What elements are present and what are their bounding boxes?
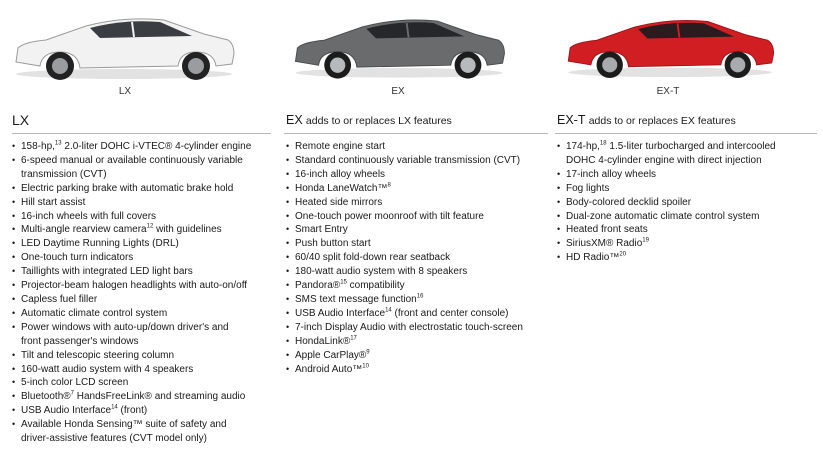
feature-text: 174-hp,: [566, 141, 600, 152]
column-ex-t: [555, 0, 823, 265]
feature-item: [286, 154, 552, 168]
feature-text: HD Radio™: [566, 252, 620, 264]
feature-item: [12, 418, 275, 432]
feature-text: SiriusXM® Radio: [566, 238, 643, 250]
feature-text: driver-assistive features (CVT model only): [21, 433, 207, 445]
feature-item: [557, 168, 823, 182]
feature-item: [12, 307, 275, 321]
column-heading: [284, 113, 552, 128]
feature-item: [12, 223, 275, 237]
car-ex-t-icon: [557, 4, 783, 88]
feature-text: SMS text message function: [295, 293, 417, 305]
feature-text: front passenger's windows: [21, 335, 139, 347]
feature-item: [557, 251, 823, 265]
car-image-ex-t: [555, 0, 823, 86]
feature-item: [557, 140, 823, 154]
feature-text: Hill start assist: [21, 196, 86, 208]
feature-item: [12, 432, 275, 446]
feature-list: [0, 140, 275, 446]
divider: [284, 133, 548, 134]
feature-text: Tilt and telescopic steering column: [21, 349, 175, 361]
footnote-ref: 14: [111, 404, 118, 411]
feature-item: [12, 279, 275, 293]
feature-text: Fog lights: [566, 182, 610, 194]
feature-text: Power windows with auto-up/down driver's and: [21, 321, 229, 333]
feature-item: [12, 182, 275, 196]
feature-item: [286, 307, 552, 321]
column-ex: [284, 0, 552, 376]
feature-text: Electric parking brake with automatic brake hold: [21, 182, 234, 194]
feature-item: [12, 265, 275, 279]
feature-text: Dual-zone automatic climate control system: [566, 210, 760, 222]
feature-item: [286, 335, 552, 349]
feature-item: [12, 404, 275, 418]
footnote-ref: 20: [619, 251, 627, 258]
feature-text: USB Audio Interface: [21, 405, 112, 417]
footnote-ref: 10: [362, 363, 369, 370]
feature-item: [557, 182, 823, 196]
footnote-ref: 14: [385, 307, 392, 314]
feature-text: Remote engine start: [295, 141, 386, 152]
feature-text: HondaLink®: [295, 335, 351, 347]
feature-text-rest: 1.5-liter turbocharged and intercooled: [606, 141, 776, 152]
feature-text-rest: HandsFreeLink® and streaming audio: [73, 391, 246, 403]
feature-item: [12, 168, 275, 182]
feature-text: Taillights with integrated LED light bars: [21, 266, 193, 278]
feature-item: [286, 251, 552, 265]
feature-item: [557, 196, 823, 210]
heading-model: EX-T: [557, 113, 586, 127]
footnote-ref: 9: [366, 349, 370, 356]
footnote-ref: 16: [416, 293, 424, 300]
feature-text: Standard continuously variable transmission (CVT): [295, 154, 521, 166]
feature-list: [284, 140, 552, 376]
feature-text: DOHC 4-cylinder engine with direct injection: [566, 154, 762, 166]
feature-item: [12, 390, 275, 404]
column-heading: [0, 113, 275, 128]
feature-item: [557, 154, 823, 168]
feature-item: [12, 321, 275, 335]
feature-item: [12, 293, 275, 307]
column-lx: [0, 0, 275, 446]
feature-item: [286, 237, 552, 251]
feature-text-rest: 2.0-liter DOHC i-VTEC® 4-cylinder engine: [61, 141, 252, 152]
feature-text: One-touch turn indicators: [21, 252, 134, 264]
feature-text: Android Auto™: [295, 363, 363, 375]
footnote-ref: 17: [350, 335, 357, 342]
feature-text: 7-inch Display Audio with electrostatic touch-screen: [295, 321, 523, 333]
car-ex-icon: [284, 4, 514, 88]
feature-item: [12, 363, 275, 377]
heading-suffix: adds to or replaces LX features: [305, 115, 452, 127]
feature-item: [12, 237, 275, 251]
divider: [555, 133, 817, 134]
footnote-ref: 12: [146, 224, 154, 231]
model-label: EX: [391, 86, 405, 97]
feature-text: Honda LaneWatch™: [295, 182, 388, 194]
feature-text: Capless fuel filler: [21, 293, 98, 305]
footnote-ref: 13: [54, 140, 62, 147]
feature-item: [286, 223, 552, 237]
feature-item: [12, 335, 275, 349]
feature-item: [12, 154, 275, 168]
feature-item: [286, 279, 552, 293]
car-image-lx: [0, 0, 275, 86]
feature-item: [286, 363, 552, 377]
feature-text: transmission (CVT): [21, 168, 107, 180]
feature-text: 17-inch alloy wheels: [566, 168, 657, 180]
car-image-ex: [284, 0, 552, 86]
footnote-ref: 19: [642, 238, 649, 245]
feature-item: [12, 251, 275, 265]
footnote-ref: 15: [340, 279, 347, 286]
feature-text: Multi-angle rearview camera: [21, 224, 147, 236]
feature-text-rest: compatibility: [346, 280, 405, 292]
feature-item: [286, 140, 552, 154]
feature-text: 180-watt audio system with 8 speakers: [295, 266, 468, 278]
feature-text: Heated side mirrors: [295, 196, 383, 208]
feature-item: [286, 210, 552, 224]
feature-item: [557, 223, 823, 237]
feature-text: 160-watt audio system with 4 speakers: [21, 363, 194, 375]
feature-text: One-touch power moonroof with tilt feature: [295, 210, 484, 222]
feature-item: [286, 349, 552, 363]
feature-item: [12, 140, 275, 154]
feature-item: [286, 321, 552, 335]
feature-item: [286, 293, 552, 307]
footnote-ref: 7: [70, 390, 74, 397]
feature-text: Pandora®: [295, 280, 341, 292]
feature-text: Projector-beam halogen headlights with auto-on/off: [21, 280, 248, 292]
feature-text: Push button start: [295, 238, 371, 250]
feature-text: Body-colored decklid spoiler: [566, 196, 692, 208]
feature-text: Apple CarPlay®: [295, 349, 367, 361]
feature-text: Automatic climate control system: [21, 307, 168, 319]
feature-item: [12, 349, 275, 363]
feature-text: Smart Entry: [295, 224, 348, 236]
column-heading: [555, 113, 823, 128]
feature-item: [286, 265, 552, 279]
feature-text: USB Audio Interface: [295, 307, 386, 319]
heading-model: EX: [286, 113, 303, 127]
car-lx-icon: [4, 4, 244, 88]
feature-text: 60/40 split fold-down rear seatback: [295, 252, 451, 264]
feature-text: Heated front seats: [566, 224, 648, 236]
feature-item: [557, 210, 823, 224]
feature-text: 158-hp,: [21, 141, 55, 152]
footnote-ref: 8: [387, 182, 391, 189]
feature-item: [12, 210, 275, 224]
feature-text: Available Honda Sensing™ suite of safety and: [21, 419, 227, 431]
footnote-ref: 18: [599, 140, 607, 147]
feature-item: [12, 376, 275, 390]
feature-item: [286, 182, 552, 196]
divider: [12, 133, 271, 134]
feature-list: [555, 140, 823, 265]
feature-item: [286, 196, 552, 210]
feature-text: LED Daytime Running Lights (DRL): [21, 238, 179, 250]
heading-suffix: adds to or replaces EX features: [588, 115, 736, 127]
feature-text: 16-inch wheels with full covers: [21, 210, 157, 222]
feature-text-rest: (front): [117, 405, 148, 417]
heading-model: LX: [12, 112, 30, 128]
feature-text: Bluetooth®: [21, 391, 71, 403]
feature-text-rest: (front and center console): [391, 307, 509, 319]
feature-text-rest: with guidelines: [153, 224, 222, 236]
feature-text: 5-inch color LCD screen: [21, 377, 129, 389]
model-label: LX: [118, 86, 132, 97]
feature-item: [12, 196, 275, 210]
feature-text: 6-speed manual or available continuously variable: [21, 154, 243, 166]
feature-text: 16-inch alloy wheels: [295, 168, 386, 180]
model-label: EX-T: [656, 86, 680, 97]
feature-item: [557, 237, 823, 251]
feature-item: [286, 168, 552, 182]
